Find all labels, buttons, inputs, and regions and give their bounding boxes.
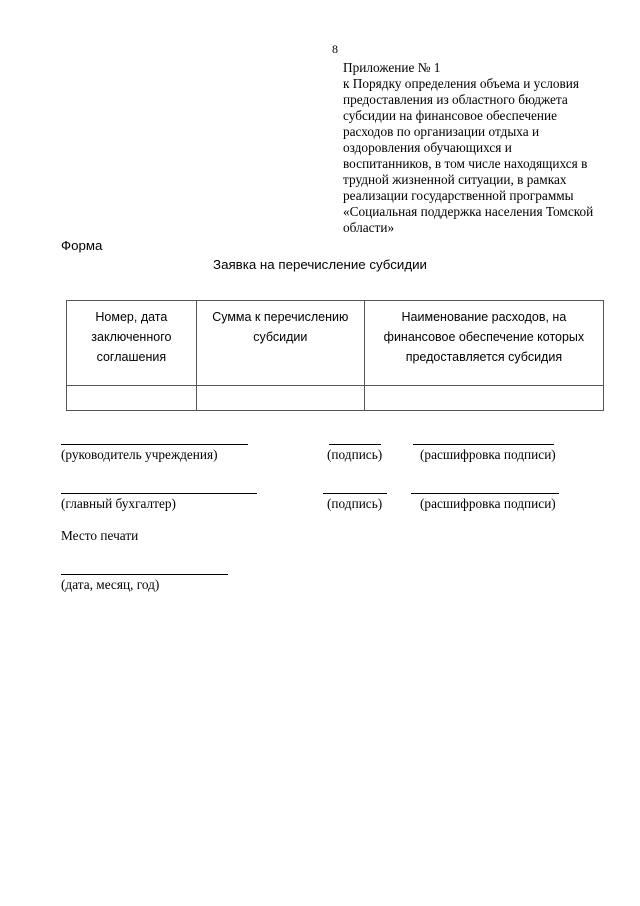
- date-caption: (дата, месяц, год): [61, 577, 160, 592]
- form-label: Форма: [61, 238, 103, 253]
- header-line: финансовое обеспечение которых: [383, 330, 585, 344]
- accountant-decoding-caption: (расшифровка подписи): [420, 496, 556, 511]
- head-role-caption: (руководитель учреждения): [61, 447, 218, 462]
- head-signature-line[interactable]: [329, 444, 381, 445]
- table-cell[interactable]: [67, 386, 197, 411]
- appendix-line: трудной жизненной ситуации, в рамках: [343, 172, 567, 187]
- head-decoding-line[interactable]: [413, 444, 554, 445]
- date-line[interactable]: [61, 574, 228, 575]
- appendix-line: расходов по организации отдыха и: [343, 124, 540, 139]
- header-line: заключенного: [91, 330, 172, 344]
- table-cell[interactable]: [364, 386, 603, 411]
- appendix-line: Приложение № 1: [343, 60, 441, 75]
- head-role-line[interactable]: [61, 444, 248, 445]
- header-line: субсидии: [253, 330, 308, 344]
- table-row: [67, 386, 604, 411]
- accountant-signature-caption: (подпись): [327, 496, 383, 511]
- table-cell[interactable]: [196, 386, 364, 411]
- header-line: Сумма к перечислению: [212, 310, 349, 324]
- header-line: Номер, дата: [95, 310, 168, 324]
- appendix-line: воспитанников, в том числе находящихся в: [343, 156, 588, 171]
- accountant-role-caption: (главный бухгалтер): [61, 496, 176, 511]
- head-decoding-caption: (расшифровка подписи): [420, 447, 556, 462]
- appendix-line: реализации государственной программы: [343, 188, 574, 203]
- head-signature-caption: (подпись): [327, 447, 383, 462]
- header-line: Наименование расходов, на: [401, 310, 567, 324]
- accountant-signature-line[interactable]: [323, 493, 387, 494]
- subsidy-table: [66, 300, 604, 411]
- table-header-row: [67, 301, 604, 386]
- appendix-line: области»: [343, 220, 395, 235]
- appendix-header: [343, 60, 623, 236]
- stamp-place-label: Место печати: [61, 528, 139, 543]
- appendix-line: субсидии на финансовое обеспечение: [343, 108, 558, 123]
- appendix-line: предоставления из областного бюджета: [343, 92, 568, 107]
- header-line: предоставляется субсидия: [405, 350, 563, 364]
- document-title: Заявка на перечисление субсидии: [213, 257, 427, 272]
- appendix-line: «Социальная поддержка населения Томской: [343, 204, 594, 219]
- header-expense-name: [364, 301, 603, 386]
- accountant-role-line[interactable]: [61, 493, 257, 494]
- header-line: соглашения: [96, 350, 167, 364]
- header-agreement-number: [67, 301, 197, 386]
- accountant-decoding-line[interactable]: [411, 493, 559, 494]
- header-transfer-amount: [196, 301, 364, 386]
- page-number: 8: [332, 42, 338, 56]
- appendix-line: оздоровления обучающихся и: [343, 140, 512, 155]
- appendix-line: к Порядку определения объема и условия: [343, 76, 580, 91]
